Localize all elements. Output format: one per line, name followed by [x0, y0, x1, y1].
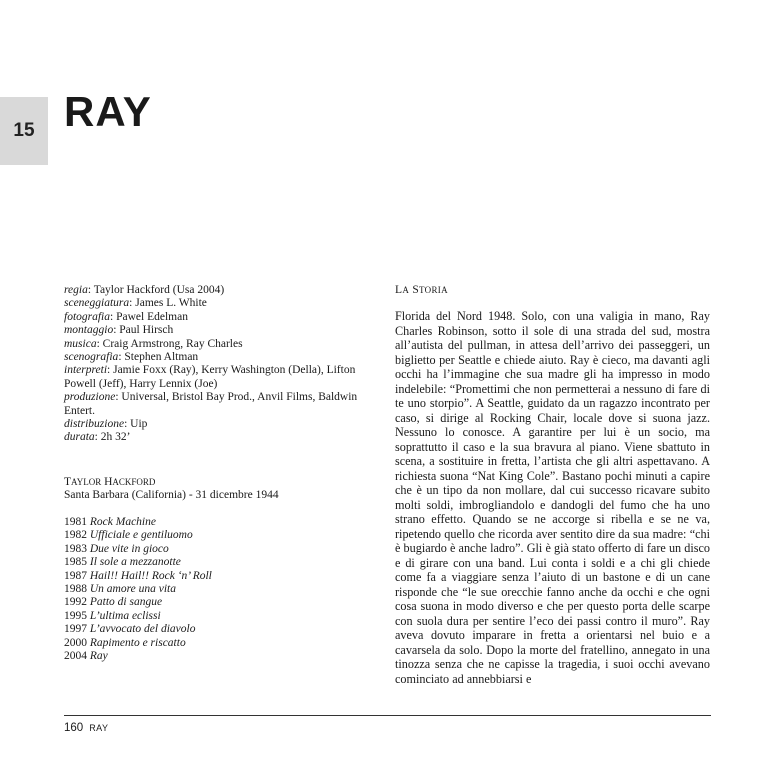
film-title: Il sole a mezzanotte	[89, 556, 181, 569]
film-title: Hail!! Hail!! Rock ‘n’ Roll	[89, 569, 212, 582]
filmography-item	[64, 637, 212, 650]
film-title: Rock Machine	[89, 516, 156, 528]
film-year: 1995	[64, 609, 87, 622]
credit-value: James L. White	[135, 297, 207, 310]
story-heading-initial: L	[395, 284, 403, 296]
story-heading	[395, 284, 448, 297]
filmography-item	[64, 623, 212, 636]
film-title: L’ultima eclissi	[89, 609, 161, 622]
credit-row: scenografia: Stephen Altman	[64, 351, 199, 364]
credit-row: sceneggiatura: James L. White	[64, 297, 207, 310]
film-year: 2000	[64, 636, 87, 649]
credit-label: regia	[64, 284, 88, 296]
film-year: 1981	[64, 516, 87, 528]
credit-value: Pawel Edelman	[116, 310, 188, 323]
credit-row: interpreti: Jamie Foxx (Ray), Kerry Washington (Della), Lifton Powell (Jeff), Harry Lennix (Joe)	[64, 364, 356, 390]
credits-block	[64, 284, 369, 445]
credit-label: montaggio	[64, 324, 114, 337]
credit-row: montaggio: Paul Hirsch	[64, 324, 174, 337]
chapter-number: 15	[13, 120, 35, 141]
film-year: 1988	[64, 583, 87, 596]
filmography-item	[64, 516, 212, 529]
film-title: Ufficiale e gentiluomo	[89, 529, 193, 542]
story-text	[395, 309, 710, 686]
story-paragraph: Florida del Nord 1948. Solo, con una valigia in mano, Ray Charles Robinson, sotto il sole di una strada del sud, mostra all’autista del pullman, in attesa dell’arrivo dei passeggeri, un biglietto per Seattle e chiede aiuto. Ray è cieco, ma davanti agli occhi ha l’immagine che sua madre gli ha impresso in modo indelebile: “Promettimi che non permetterai a nessuno di fare di te uno storpio”. A Seattle, guidato da un ragazzo incontrato per caso, si dirige al Rocking Chair, locale dove si suona jazz. Nessuno lo conosce. A garantire per lui è un socio, ma soprattutto il caso e la sua bravura al piano. Viene sbattuto in scena, a sostituire in fretta, l’artista che gli altri aspettavano. A richiesta suona “Nat King Cole”. Bastano pochi minuti a capire che è un tipo da non mollare, dal cui successo ricavare subito molti soldi, imbrogliandolo e dandogli del fumo che ha uno strano effetto. Quando se ne accorge si ribella e se ne va, ripetendo quello che ricorda aver sentito dire da sua madre: “chi è bugiardo è anche ladro”. Gli è già stato offerto di fare un disco e di girare con una band. Lui conta i soldi e a chi gli chiede come fa a viaggiare senza l’aiuto di un bastone e di un cane risponde che “le sue orecchie fanno anche da occhi e che ogni cosa suona in modo diverso e che per questo porta delle scarpe con suola dura per sentire l’eco dei passi contro il muro”. Ray aveva dovuto imparare in fretta a orientarsi nel buio e a cavarsela da solo. Dopo la morte del fratellino, annegato in una tinozza senza che ne capisse la tragedia, i suoi occhi avevano cominciato ad annebbiarsi e	[395, 309, 710, 686]
credit-value: Jamie Foxx (Ray), Kerry Washington (Della), Lifton Powell (Jeff), Harry Lennix (Joe)	[64, 364, 356, 390]
film-title: Patto di sangue	[89, 596, 163, 609]
credit-value: Taylor Hackford (Usa 2004)	[93, 284, 225, 296]
credit-value: Universal, Bristol Bay Prod., Anvil Films, Baldwin Entert.	[64, 391, 358, 417]
credit-row: fotografia: Pawel Edelman	[64, 310, 188, 323]
director-last-initial: H	[104, 476, 113, 488]
film-year: 1997	[64, 623, 87, 636]
credit-label: musica	[64, 337, 97, 350]
filmography-item	[64, 596, 212, 609]
film-title: Rapimento e riscatto	[89, 636, 186, 649]
filmography-item	[64, 610, 212, 623]
credit-label: interpreti	[64, 364, 108, 377]
filmography-item	[64, 583, 212, 596]
credit-row: durata: 2h 32’	[64, 431, 131, 444]
film-year: 1983	[64, 542, 87, 555]
filmography-item	[64, 650, 212, 663]
film-year: 1992	[64, 596, 87, 609]
story-heading-small: A	[402, 285, 410, 295]
credit-value: Stephen Altman	[124, 351, 199, 364]
credit-value: 2h 32’	[100, 431, 131, 444]
credit-label: fotografia	[64, 310, 111, 323]
film-title: Un amore una vita	[89, 583, 177, 596]
credit-label: durata	[64, 431, 95, 444]
credit-value: Uip	[130, 418, 148, 431]
credit-label: sceneggiatura	[64, 297, 130, 310]
film-year: 1987	[64, 569, 87, 582]
film-title: Due vite in gioco	[89, 542, 169, 555]
filmography-item	[64, 529, 212, 542]
film-title: Ray	[89, 650, 108, 663]
credit-row: distribuzione: Uip	[64, 418, 148, 431]
story-heading-rest-initial: S	[412, 284, 420, 296]
page-number: 160	[64, 722, 84, 734]
filmography-item	[64, 570, 212, 583]
director-birth: Santa Barbara (California) - 31 dicembre 1944	[64, 489, 279, 501]
filmography-item	[64, 543, 212, 556]
film-title: L’avvocato del diavolo	[89, 623, 196, 636]
credit-label: distribuzione	[64, 418, 125, 431]
director-first-initial: T	[64, 476, 72, 488]
credit-row: regia: Taylor Hackford (Usa 2004)	[64, 284, 225, 296]
credit-label: produzione	[64, 391, 116, 404]
footer	[64, 722, 109, 734]
credit-value: Craig Armstrong, Ray Charles	[102, 337, 243, 350]
footer-divider	[64, 715, 711, 716]
page-title: RAY	[64, 88, 152, 135]
story-heading-rest: TORIA	[419, 285, 448, 295]
filmography-list	[64, 516, 212, 663]
film-year: 1985	[64, 556, 87, 569]
film-year: 2004	[64, 650, 87, 663]
director-first-rest: AYLOR	[71, 477, 102, 487]
running-title: RAY	[89, 723, 109, 733]
credit-row: musica: Craig Armstrong, Ray Charles	[64, 337, 243, 350]
filmography-item	[64, 556, 212, 569]
credit-row: produzione: Universal, Bristol Bay Prod., Anvil Films, Baldwin Entert.	[64, 391, 358, 417]
credit-value: Paul Hirsch	[119, 324, 174, 337]
director-heading	[64, 476, 155, 489]
film-year: 1982	[64, 529, 87, 542]
credit-label: scenografia	[64, 351, 119, 364]
director-last-rest: ACKFORD	[112, 477, 156, 487]
